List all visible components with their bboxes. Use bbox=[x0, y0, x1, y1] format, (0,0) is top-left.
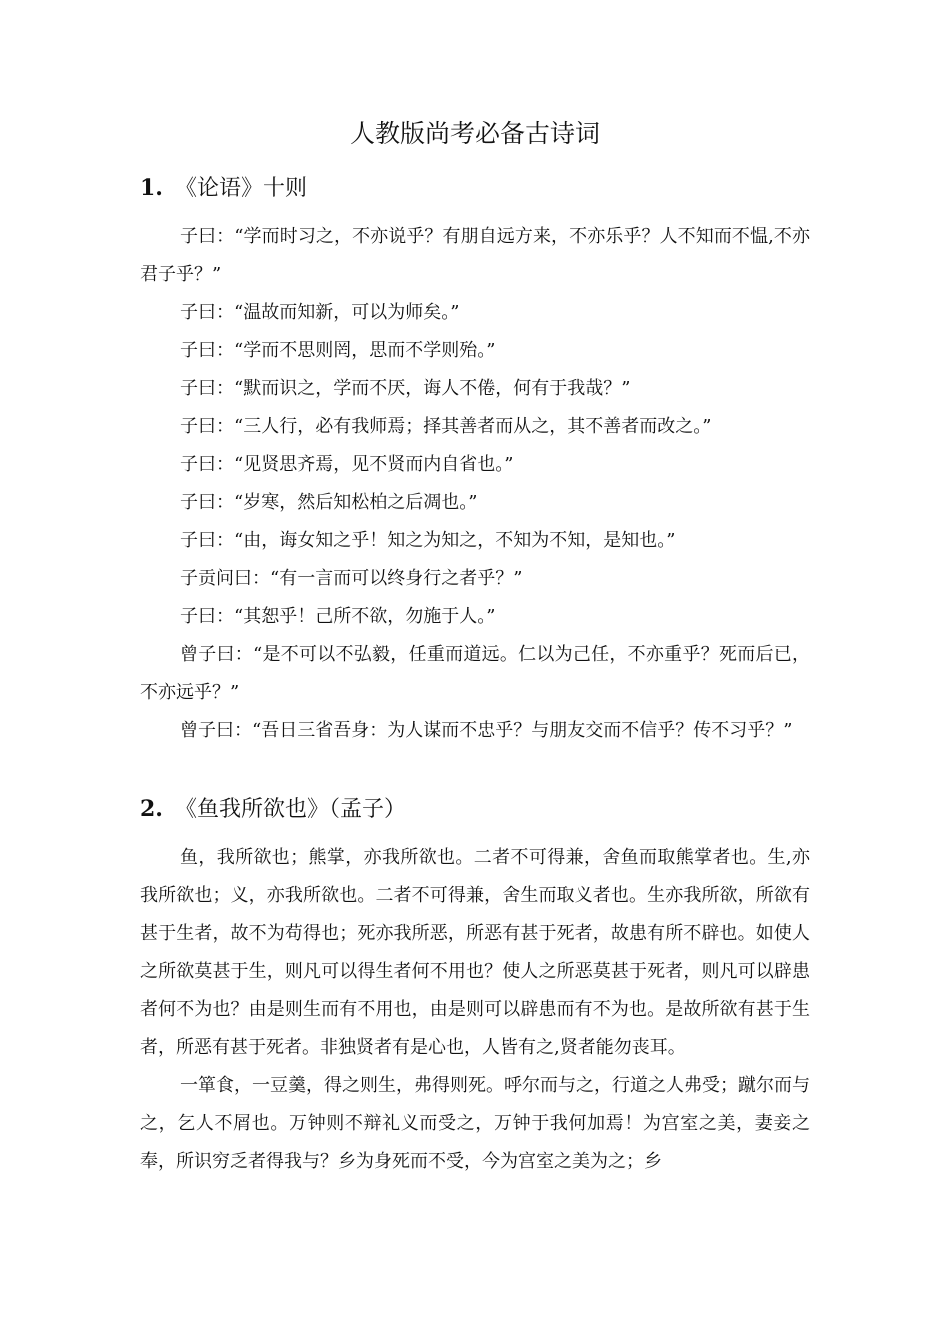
paragraph: 鱼，我所欲也；熊掌，亦我所欲也。二者不可得兼，舍鱼而取熊掌者也。生,亦我所欲也；义，亦我所欲也。二者不可得兼，舍生而取义者也。生亦我所欲，所欲有甚于生者，故不为苟得也；死亦我所恶，所恶有甚于死者，故患有所不辟也。如使人之所欲莫甚于生，则凡可以得生者何不用也？使人之所恶莫甚于死者，则凡可以辟患者何不为也？由是则生而有不用也，由是则可以辟患而有不为也。是故所欲有甚于生者，所恶有甚于死者。非独贤者有是心也，人皆有之,贤者能勿丧耳。 bbox=[140, 847, 810, 1058]
section-body-1 bbox=[140, 218, 810, 750]
section-title: 《论语》十则 bbox=[174, 176, 307, 201]
paragraph: 子曰：“学而不思则罔，思而不学则殆。” bbox=[180, 340, 496, 361]
document-title: 人教版尚考必备古诗词 bbox=[349, 119, 600, 148]
section-number: 2. bbox=[140, 796, 163, 822]
paragraph: 子曰：“其恕乎！己所不欲，勿施于人。” bbox=[180, 606, 496, 627]
paragraph: 曾子曰：“吾日三省吾身：为人谋而不忠乎？与朋友交而不信乎？传不习乎？” bbox=[180, 720, 793, 741]
paragraph: 子曰：“三人行，必有我师焉；择其善者而从之，其不善者而改之。” bbox=[180, 416, 712, 437]
section-title: 《鱼我所欲也》（孟子） bbox=[174, 797, 406, 822]
section-number: 1. bbox=[140, 175, 163, 201]
section-heading-1 bbox=[140, 172, 307, 205]
paragraph: 子曰：“默而识之，学而不厌，诲人不倦，何有于我哉？” bbox=[180, 378, 631, 399]
paragraph: 子曰：“见贤思齐焉，见不贤而内自省也。” bbox=[180, 454, 514, 475]
paragraph: 子曰：“学而时习之，不亦说乎？有朋自远方来，不亦乐乎？人不知而不愠,不亦君子乎？” bbox=[140, 226, 810, 285]
paragraph: 子曰：“岁寒，然后知松柏之后凋也。” bbox=[180, 492, 478, 513]
paragraph: 子曰：“由，诲女知之乎！知之为知之，不知为不知，是知也。” bbox=[180, 530, 676, 551]
section-heading-2 bbox=[140, 793, 406, 826]
paragraph: 一箪食，一豆羹，得之则生，弗得则死。呼尔而与之，行道之人弗受；蹴尔而与之，乞人不屑也。万钟则不辩礼义而受之，万钟于我何加焉！为宫室之美，妻妾之奉，所识穷乏者得我与？乡为身死而不受，今为宫室之美为之；乡 bbox=[140, 1075, 810, 1172]
paragraph: 曾子曰：“是不可以不弘毅，任重而道远。仁以为己任，不亦重乎？死而后已，不亦远乎？” bbox=[140, 644, 810, 703]
paragraph: 子贡问曰：“有一言而可以终身行之者乎？” bbox=[180, 568, 523, 589]
paragraph: 子曰：“温故而知新，可以为师矣。” bbox=[180, 302, 460, 323]
section-body-2 bbox=[140, 839, 810, 1181]
